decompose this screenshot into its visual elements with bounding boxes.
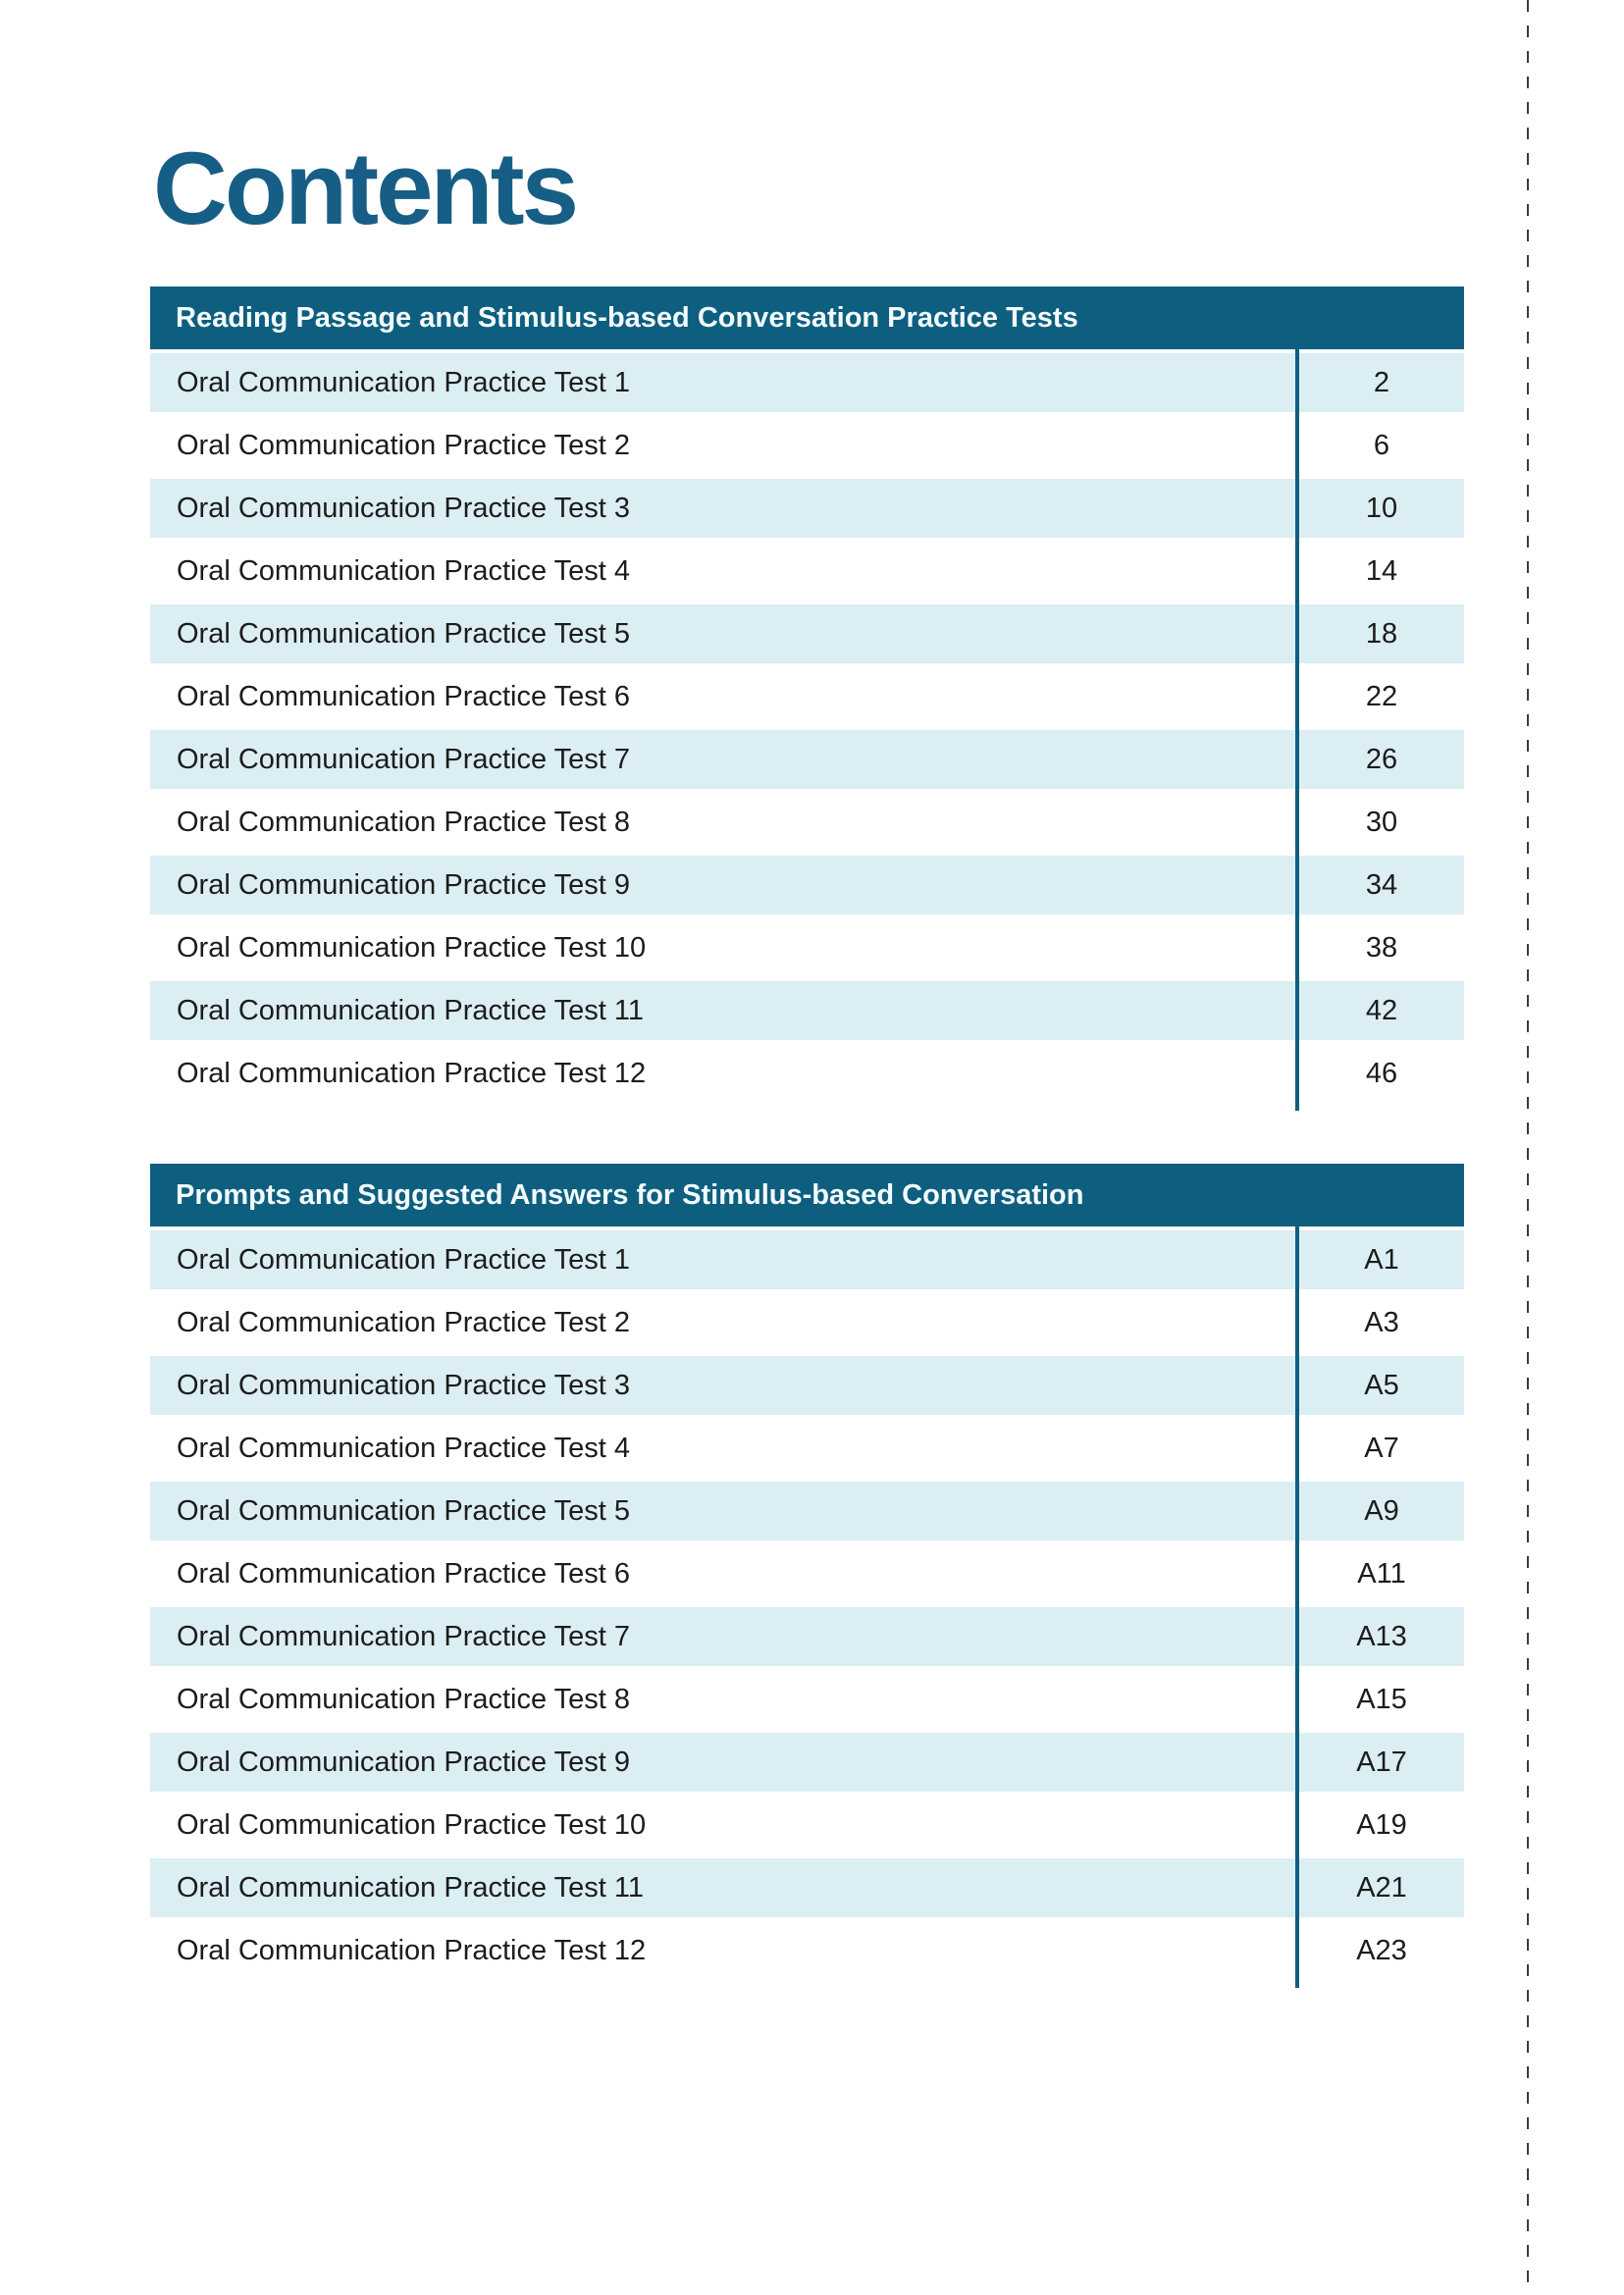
toc-rows	[150, 1230, 1464, 1980]
toc-entry-label: Oral Communication Practice Test 10	[177, 1809, 647, 1841]
toc-row	[150, 856, 1464, 914]
toc-row	[150, 918, 1464, 977]
toc-entry-label: Oral Communication Practice Test 5	[177, 1495, 631, 1527]
toc-entry-page-number: A1	[1364, 1244, 1399, 1276]
toc-row	[150, 667, 1464, 726]
toc-entry-page-number: A11	[1357, 1558, 1406, 1590]
toc-row	[150, 1670, 1464, 1729]
toc-entry-label: Oral Communication Practice Test 6	[177, 681, 631, 712]
toc-row	[150, 1044, 1464, 1103]
toc-row	[150, 1607, 1464, 1666]
toc-entry-label: Oral Communication Practice Test 9	[177, 1747, 631, 1778]
section-prompts-suggested-answers	[150, 1164, 1464, 1984]
toc-entry-page-number: 34	[1365, 869, 1398, 901]
toc-row	[150, 1733, 1464, 1792]
toc-entry-page-number: A13	[1356, 1621, 1407, 1652]
toc-row	[150, 353, 1464, 412]
toc-entry-page-number: 10	[1365, 493, 1398, 524]
toc-entry-page-number: 42	[1365, 995, 1398, 1026]
toc-entry-page-number: A17	[1356, 1747, 1407, 1778]
toc-row	[150, 1921, 1464, 1980]
toc-entry-label: Oral Communication Practice Test 9	[177, 869, 631, 901]
toc-entry-page-number: A3	[1364, 1307, 1399, 1338]
toc-entry-page-number: A21	[1356, 1872, 1407, 1904]
toc-entry-page-number: 6	[1373, 430, 1390, 461]
toc-entry-label: Oral Communication Practice Test 7	[177, 1621, 631, 1652]
toc-entry-page-number: A5	[1364, 1370, 1399, 1401]
column-divider	[1295, 345, 1299, 1111]
toc-entry-label: Oral Communication Practice Test 3	[177, 493, 631, 524]
toc-row	[150, 1482, 1464, 1540]
toc-entry-label: Oral Communication Practice Test 1	[177, 1244, 631, 1276]
toc-entry-page-number: 18	[1365, 618, 1398, 650]
toc-row	[150, 1796, 1464, 1854]
toc-rows	[150, 353, 1464, 1103]
section-header: Reading Passage and Stimulus-based Conversation Practice Tests	[150, 287, 1464, 349]
page-title: Contents	[153, 131, 576, 246]
toc-entry-page-number: 46	[1365, 1058, 1398, 1089]
toc-entry-label: Oral Communication Practice Test 2	[177, 1307, 631, 1338]
toc-entry-label: Oral Communication Practice Test 2	[177, 430, 631, 461]
toc-entry-page-number: A15	[1356, 1684, 1407, 1715]
toc-entry-label: Oral Communication Practice Test 1	[177, 367, 631, 398]
toc-entry-label: Oral Communication Practice Test 11	[177, 995, 645, 1026]
toc-entry-page-number: 14	[1365, 555, 1398, 587]
toc-row	[150, 1230, 1464, 1289]
toc-entry-label: Oral Communication Practice Test 7	[177, 744, 631, 775]
toc-entry-label: Oral Communication Practice Test 3	[177, 1370, 631, 1401]
page-cut-dashed-line	[1527, 0, 1529, 2295]
toc-entry-label: Oral Communication Practice Test 4	[177, 1433, 631, 1464]
toc-row	[150, 604, 1464, 663]
toc-row	[150, 1419, 1464, 1478]
section-reading-passage-tests	[150, 287, 1464, 1107]
section-header: Prompts and Suggested Answers for Stimulus-based Conversation	[150, 1164, 1464, 1226]
toc-row	[150, 479, 1464, 538]
toc-entry-label: Oral Communication Practice Test 6	[177, 1558, 631, 1590]
toc-entry-label: Oral Communication Practice Test 12	[177, 1058, 647, 1089]
toc-entry-label: Oral Communication Practice Test 10	[177, 932, 647, 964]
toc-entry-page-number: A7	[1364, 1433, 1399, 1464]
toc-entry-label: Oral Communication Practice Test 11	[177, 1872, 645, 1904]
toc-entry-page-number: A23	[1356, 1935, 1407, 1966]
toc-entry-page-number: 38	[1365, 932, 1398, 964]
toc-entry-page-number: 30	[1365, 807, 1398, 838]
toc-row	[150, 730, 1464, 789]
toc-entry-page-number: 2	[1373, 367, 1390, 398]
toc-row	[150, 1858, 1464, 1917]
toc-entry-label: Oral Communication Practice Test 4	[177, 555, 631, 587]
toc-row	[150, 793, 1464, 852]
toc-entry-label: Oral Communication Practice Test 12	[177, 1935, 647, 1966]
toc-row	[150, 981, 1464, 1040]
toc-row	[150, 542, 1464, 600]
toc-entry-page-number: A9	[1364, 1495, 1399, 1527]
toc-row	[150, 1544, 1464, 1603]
toc-entry-page-number: 26	[1365, 744, 1398, 775]
toc-row	[150, 416, 1464, 475]
toc-entry-label: Oral Communication Practice Test 5	[177, 618, 631, 650]
toc-row	[150, 1356, 1464, 1415]
toc-row	[150, 1293, 1464, 1352]
column-divider	[1295, 1223, 1299, 1988]
toc-entry-label: Oral Communication Practice Test 8	[177, 1684, 631, 1715]
toc-entry-page-number: A19	[1356, 1809, 1407, 1841]
toc-entry-page-number: 22	[1365, 681, 1398, 712]
toc-entry-label: Oral Communication Practice Test 8	[177, 807, 631, 838]
